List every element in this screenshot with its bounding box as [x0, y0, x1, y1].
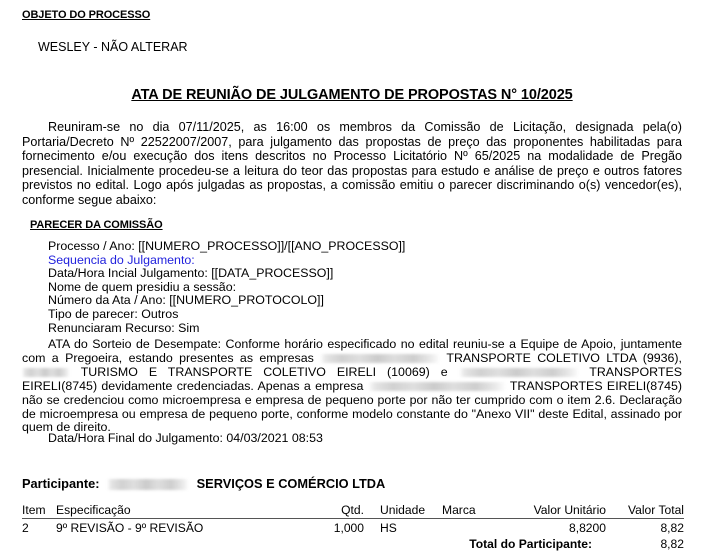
header-especificacao: Especificação [56, 503, 310, 519]
field-nome-presidiu-sessao: Nome de quem presidiu a sessão: [48, 279, 237, 294]
redacted-company-name-1 [320, 354, 440, 363]
cell-valor-unitario: 8,8200 [569, 521, 606, 535]
header-valor-total: Valor Total [606, 503, 684, 519]
ata-sorteio-text-part2: TRANSPORTE COLETIVO LTDA (9936), [446, 350, 683, 365]
objeto-do-processo-heading: OBJETO DO PROCESSO [22, 9, 151, 21]
ata-sorteio-paragraph [22, 338, 682, 435]
header-valor-unitario: Valor Unitário [494, 503, 606, 519]
field-data-hora-inicial: Data/Hora Incial Julgamento: [[DATA_PROCESSO]] [48, 266, 334, 281]
table-header-row [22, 503, 684, 519]
cell-item: 2 [22, 521, 29, 535]
page-title: ATA DE REUNIÃO DE JULGAMENTO DE PROPOSTAS N° 10/2025 [131, 87, 573, 103]
cell-valor-total: 8,82 [660, 521, 684, 535]
redacted-company-name-3 [459, 368, 579, 377]
participante-label: Participante: [22, 476, 100, 491]
field-sequencia-julgamento: Sequencia do Julgamento: [48, 252, 195, 267]
cell-marca [442, 519, 494, 536]
cell-qtd: 1,000 [333, 521, 364, 535]
cell-unidade: HS [380, 521, 397, 535]
field-numero-ata-ano: Número da Ata / Ano: [[NUMERO_PROTOCOLO]] [48, 293, 324, 308]
parecer-da-comissao-heading: PARECER DA COMISSÃO [30, 219, 163, 231]
redacted-company-name-2a [22, 368, 70, 377]
parecer-field-list [48, 240, 688, 335]
header-unidade: Unidade [370, 503, 442, 519]
ata-sorteio-text-part4: TRANSPORTES EIRELI(8745) devidamente credenciadas. Apenas a empresa [22, 364, 682, 393]
table-total-row [22, 535, 684, 551]
header-qtd: Qtd. [310, 503, 370, 519]
data-hora-final-julgamento: Data/Hora Final do Julgamento: 04/03/2021 08:53 [48, 431, 323, 445]
ata-sorteio-text-part3: TURISMO E TRANSPORTE COLETIVO EIRELI (10069) e [80, 364, 448, 379]
table-row [22, 519, 684, 536]
objeto-do-processo-text: WESLEY - NÃO ALTERAR [38, 40, 188, 54]
field-tipo-parecer: Tipo de parecer: Outros [48, 306, 179, 321]
participante-row [22, 476, 385, 491]
header-marca: Marca [442, 503, 494, 519]
redacted-company-name-4 [368, 382, 506, 391]
total-participante-value: 8,82 [660, 537, 684, 551]
participante-name-suffix: SERVIÇOS E COMÉRCIO LTDA [196, 476, 386, 491]
cell-especificacao: 9º REVISÃO - 9º REVISÃO [56, 521, 204, 535]
redacted-participant-name [107, 479, 189, 490]
total-participante-label: Total do Participante: [469, 537, 592, 551]
field-renunciaram-recurso: Renunciaram Recurso: Sim [48, 320, 200, 335]
intro-paragraph: Reuniram-se no dia 07/11/2025, as 16:00 os membros da Comissão de Licitação, designada pela(o) Portaria/Decreto Nº 22522007/2007, para julgamento das propostas de preço das proponentes habilitadas para fornecimento e/ou execução dos itens descritos no Processo Licitatório Nº 65/2025 na modalidade de Pregão presencial. Inicialmente procedeu-se a leitura do teor das propostas para estudo e análise de preço e outros fatores previstos no edital. Logo após julgadas as propostas, a comissão emitiu o parecer discriminando o(s) vencedor(es), conforme segue abaixo: [22, 120, 682, 207]
items-table [22, 503, 684, 551]
field-processo-ano: Processo / Ano: [[NUMERO_PROCESSO]]/[[ANO_PROCESSO]] [48, 239, 406, 253]
ata-sorteio-text-part5: TRANSPORTES EIRELI(8745) não se credenciou como microempresa e empresa de pequeno porte por não ter cumprido com o item 2.6. Declaração de microempresa ou empresa de pequeno porte, conforme modelo constante do "Anexo VII" deste Edital, assinado por quem de direito. [22, 378, 682, 435]
items-table-container [22, 503, 684, 551]
ata-sorteio-text-part1: ATA do Sorteio de Desempate: Conforme horário especificado no edital reuniu-se a Equipe de Apoio, juntamente com a Pregoeira, estando presentes as empresas [22, 337, 682, 365]
header-item: Item [22, 503, 56, 519]
